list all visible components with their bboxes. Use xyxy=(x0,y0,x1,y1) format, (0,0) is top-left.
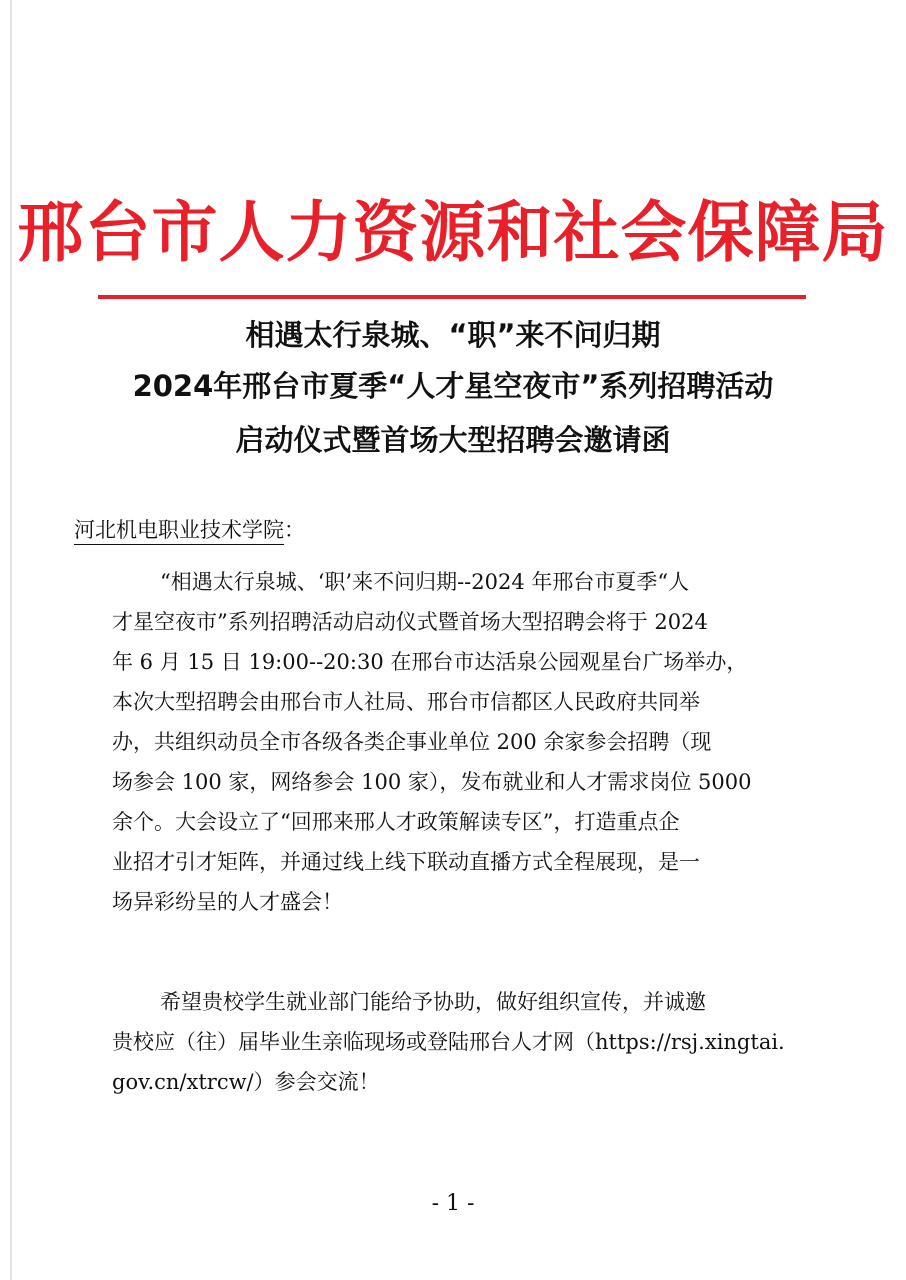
page-number: - 1 - xyxy=(431,1191,475,1216)
salutation xyxy=(74,520,305,541)
body-paragraph-2 xyxy=(112,982,812,1102)
body-paragraph-1 xyxy=(112,562,812,922)
paragraph-line: 年 6 月 15 日 19:00--20:30 在邢台市达活泉公园观星台广场举办， xyxy=(112,650,748,674)
letterhead-red-rule xyxy=(98,295,806,299)
paragraph-line: 余个。大会设立了“回邢来邢人才政策解读专区”，打造重点企 xyxy=(112,810,680,834)
paragraph-line: 办，共组织动员全市各级各类企事业单位 200 余家参会招聘（现 xyxy=(112,730,712,754)
document-title-line-2: 2024年邢台市夏季“人才星空夜市”系列招聘活动 xyxy=(132,369,774,403)
paragraph-line: 场异彩纷呈的人才盛会！ xyxy=(112,890,343,914)
paragraph-line: 才星空夜市”系列招聘活动启动仪式暨首场大型招聘会将于 2024 xyxy=(112,610,708,634)
paragraph-line: 本次大型招聘会由邢台市人社局、邢台市信都区人民政府共同举 xyxy=(112,690,700,714)
scan-edge xyxy=(10,0,12,1280)
paragraph-line: “相遇太行泉城、‘职’来不问归期--2024 年邢台市夏季“人 xyxy=(160,570,690,594)
document-title-line-3: 启动仪式暨首场大型招聘会邀请函 xyxy=(235,423,671,457)
recipient-name: 河北机电职业技术学院 xyxy=(74,518,284,545)
paragraph-line: gov.cn/xtrcw/）参会交流！ xyxy=(112,1070,380,1094)
paragraph-line: 希望贵校学生就业部门能给予协助，做好组织宣传，并诚邀 xyxy=(160,990,706,1014)
paragraph-line: 贵校应（往）届毕业生亲临现场或登陆邢台人才网（https://rsj.xingtai. xyxy=(112,1030,785,1054)
letterhead-agency-name: 邢台市人力资源和社会保障局 xyxy=(17,194,889,271)
salutation-colon: ： xyxy=(284,518,305,542)
paragraph-line: 业招才引才矩阵，并通过线上线下联动直播方式全程展现，是一 xyxy=(112,850,700,874)
paragraph-line: 场参会 100 家，网络参会 100 家），发布就业和人才需求岗位 5000 xyxy=(112,770,752,794)
document-title-line-1: 相遇太行泉城、“职”来不问归期 xyxy=(245,318,661,352)
